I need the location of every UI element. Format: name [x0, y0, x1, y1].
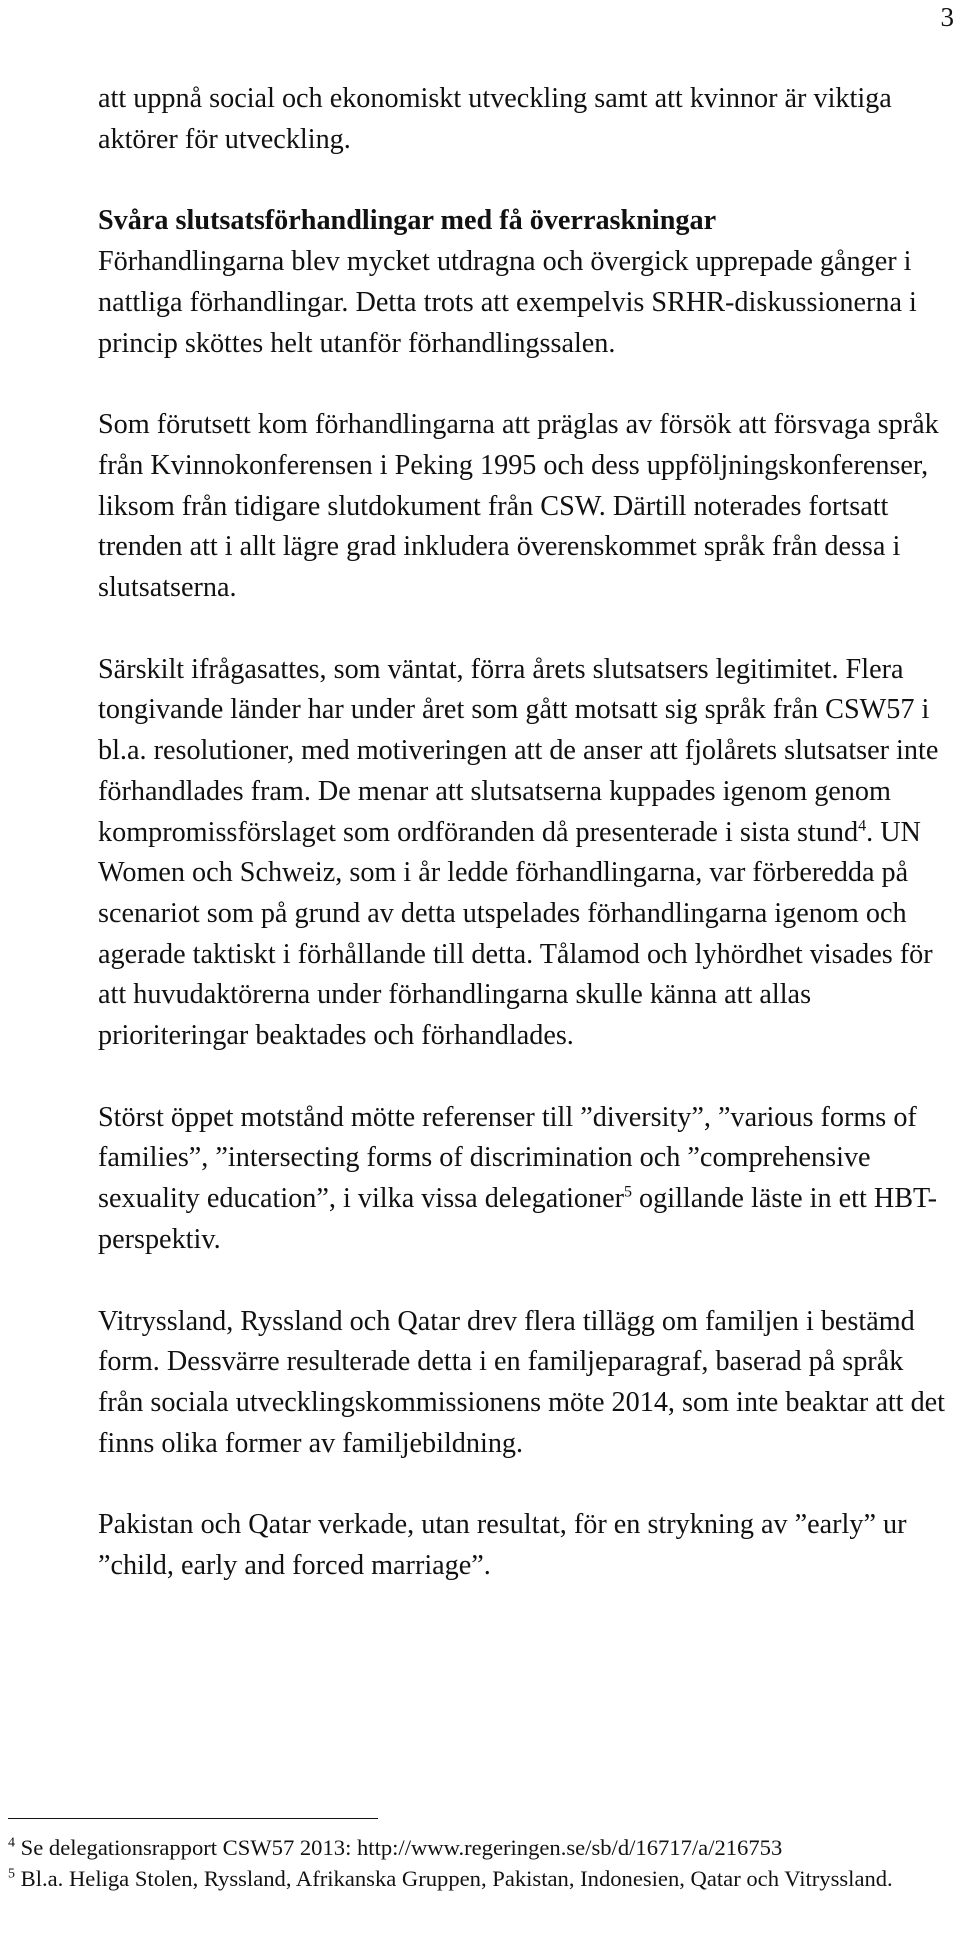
document-body [98, 79, 952, 1628]
footnote-5 [8, 1863, 953, 1894]
footnote-number: 4 [8, 1835, 15, 1851]
footnote-text: Se delegationsrapport CSW57 2013: http://www.regeringen.se/sb/d/16717/a/216753 [20, 1835, 783, 1860]
paragraph-peking: Som förutsett kom förhandlingarna att präglas av försök att försvaga språk från Kvinnokonferensen i Peking 1995 och dess uppföljningskonferenser, liksom från tidigare slutdokument från CSW. Därtill noterades fortsatt trenden att i allt lägre grad inkludera överenskommet språk från dessa i slutsatserna. [98, 409, 939, 604]
paragraph-intro: att uppnå social och ekonomiskt utveckling samt att kvinnor är viktiga aktörer för utveckling. [98, 83, 892, 155]
paragraph-legitimacy-text-2: . UN Women och Schweiz, som i år ledde förhandlingarna, var förberedda på scenariot som på grund av detta utspelades förhandlingarna igenom och agerade taktiskt i förhållande till detta. Tålamod och lyhördhet visades för att huvudaktörerna under förhandlingarna skulle känna att allas prioriteringar beaktades och förhandlades. [98, 816, 933, 1052]
footnote-ref-4[interactable]: 4 [858, 817, 867, 835]
paragraph-negotiations-text: Förhandlingarna blev mycket utdragna och övergick upprepade gånger i nattliga förhandlingar. Detta trots att exempelvis SRHR-diskussionerna i princip sköttes helt utanför förhandlingssalen. [98, 246, 917, 359]
footnotes [8, 1832, 953, 1894]
footnote-text: Bl.a. Heliga Stolen, Ryssland, Afrikanska Gruppen, Pakistan, Indonesien, Qatar och Vitryssland. [20, 1866, 893, 1891]
page-number: 3 [940, 2, 954, 32]
paragraph-marriage: Pakistan och Qatar verkade, utan resultat, för en strykning av ”early” ur ”child, early and forced marriage”. [98, 1509, 907, 1582]
paragraph-legitimacy [98, 650, 952, 1057]
paragraph-negotiations [98, 201, 952, 364]
footnote-ref-5[interactable]: 5 [624, 1183, 632, 1201]
paragraph-resistance [98, 1098, 952, 1261]
paragraph-legitimacy-text-1: Särskilt ifrågasattes, som väntat, förra årets slutsatsers legitimitet. Flera tongivande länder har under året som gått motsatt sig språk från CSW57 i bl.a. resolutioner, med motiveringen att de anser att fjolårets slutsatser inte förhandlades fram. De menar att slutsatserna kuppades igenom genom kompromissförslaget som ordföranden då presenterade i sista stund [98, 653, 939, 848]
section-heading: Svåra slutsatsförhandlingar med få överraskningar [98, 205, 717, 237]
paragraph-family: Vitryssland, Ryssland och Qatar drev flera tillägg om familjen i bestämd form. Dessvärre resulterade detta i en familjeparagraf, baserad på språk från sociala utvecklingskommissionens möte 2014, som inte beaktar att det finns olika former av familjebildning. [98, 1305, 946, 1459]
paragraph-resistance-text-1: Störst öppet motstånd mötte referenser till ”diversity”, ”various forms of families”, ”intersecting forms of discrimination och ”comprehensive sexuality education”, i vilka vissa delegationer [98, 1101, 917, 1215]
footnote-number: 5 [8, 1866, 15, 1882]
paragraph-resistance-text-2: ogillande läste in ett HBT-perspektiv. [98, 1183, 938, 1255]
footnote-4 [8, 1832, 953, 1863]
footnote-divider [8, 1818, 378, 1819]
